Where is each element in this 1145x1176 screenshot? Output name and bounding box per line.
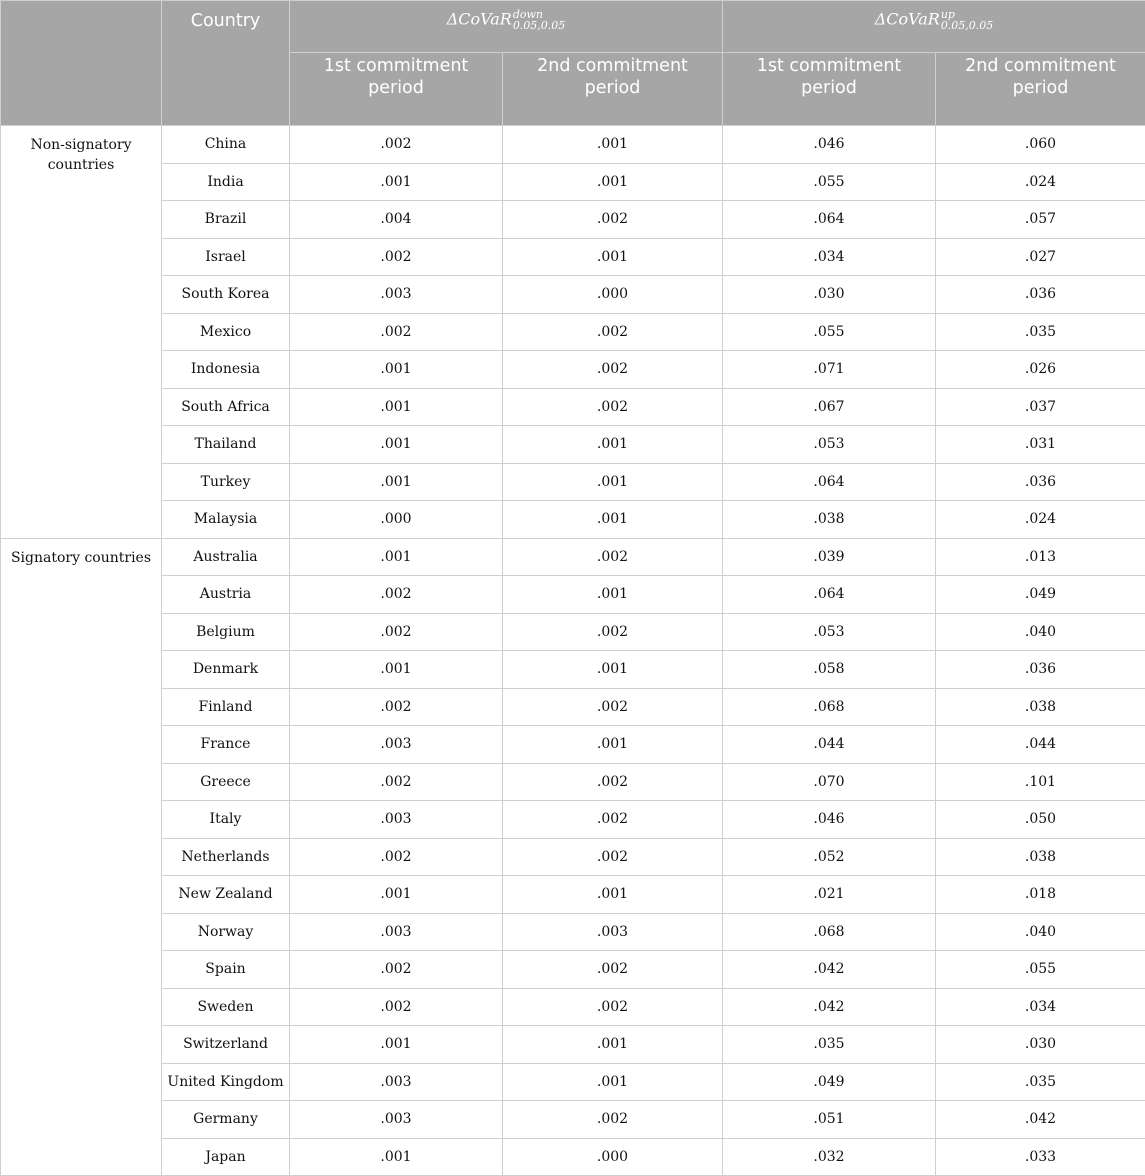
up-period-2-value: .027 xyxy=(936,238,1145,276)
down-period-1-value: .002 xyxy=(290,238,503,276)
down-period-1-value: .002 xyxy=(290,951,503,989)
down-period-2-value: .000 xyxy=(503,1138,723,1176)
table-row xyxy=(1,1026,1145,1064)
down-period-2-value: .001 xyxy=(503,576,723,614)
table-row xyxy=(1,951,1145,989)
up-period-1-value: .051 xyxy=(723,1101,936,1139)
table-row xyxy=(1,801,1145,839)
down-period-1-value: .002 xyxy=(290,763,503,801)
header-down-sub: 0.05,0.05 xyxy=(513,20,565,31)
down-period-1-value: .002 xyxy=(290,688,503,726)
up-period-2-value: .035 xyxy=(936,313,1145,351)
down-period-2-value: .002 xyxy=(503,538,723,576)
up-period-1-value: .053 xyxy=(723,426,936,464)
up-period-1-value: .055 xyxy=(723,163,936,201)
up-period-1-value: .046 xyxy=(723,126,936,164)
header-up-base: ΔCoVaR xyxy=(875,10,940,29)
table-header xyxy=(1,1,1145,126)
up-period-2-value: .060 xyxy=(936,126,1145,164)
up-period-1-value: .034 xyxy=(723,238,936,276)
down-period-2-value: .001 xyxy=(503,876,723,914)
up-period-2-value: .035 xyxy=(936,1063,1145,1101)
down-period-2-value: .002 xyxy=(503,801,723,839)
header-up-sub: 0.05,0.05 xyxy=(941,20,993,31)
table-row xyxy=(1,688,1145,726)
table-row xyxy=(1,201,1145,239)
down-period-2-value: .001 xyxy=(503,1063,723,1101)
up-period-1-value: .044 xyxy=(723,726,936,764)
table-row xyxy=(1,238,1145,276)
up-period-1-value: .068 xyxy=(723,913,936,951)
table-row xyxy=(1,126,1145,164)
up-period-2-value: .024 xyxy=(936,163,1145,201)
table-row xyxy=(1,501,1145,539)
down-period-1-value: .002 xyxy=(290,313,503,351)
up-period-2-value: .042 xyxy=(936,1101,1145,1139)
down-period-2-value: .001 xyxy=(503,238,723,276)
up-period-2-value: .030 xyxy=(936,1026,1145,1064)
down-period-1-value: .003 xyxy=(290,1101,503,1139)
down-period-1-value: .003 xyxy=(290,913,503,951)
down-period-1-value: .003 xyxy=(290,1063,503,1101)
up-period-1-value: .049 xyxy=(723,1063,936,1101)
down-period-1-value: .003 xyxy=(290,726,503,764)
country-cell: Spain xyxy=(162,951,290,989)
up-period-2-value: .031 xyxy=(936,426,1145,464)
up-period-1-value: .039 xyxy=(723,538,936,576)
country-cell: Greece xyxy=(162,763,290,801)
down-period-2-value: .000 xyxy=(503,276,723,314)
table-row xyxy=(1,351,1145,389)
header-group-blank xyxy=(1,1,162,126)
up-period-2-value: .038 xyxy=(936,838,1145,876)
up-period-2-value: .050 xyxy=(936,801,1145,839)
country-cell: Denmark xyxy=(162,651,290,689)
country-cell: India xyxy=(162,163,290,201)
down-period-2-value: .002 xyxy=(503,763,723,801)
table-body xyxy=(1,126,1145,1176)
down-period-1-value: .001 xyxy=(290,538,503,576)
down-period-2-value: .002 xyxy=(503,838,723,876)
down-period-1-value: .002 xyxy=(290,576,503,614)
up-period-2-value: .040 xyxy=(936,913,1145,951)
down-period-2-value: .002 xyxy=(503,313,723,351)
up-period-1-value: .068 xyxy=(723,688,936,726)
down-period-2-value: .001 xyxy=(503,501,723,539)
down-period-1-value: .002 xyxy=(290,988,503,1026)
up-period-2-value: .036 xyxy=(936,651,1145,689)
group-label: Non-signatory countries xyxy=(1,126,162,539)
down-period-1-value: .001 xyxy=(290,163,503,201)
down-period-1-value: .001 xyxy=(290,1026,503,1064)
down-period-1-value: .004 xyxy=(290,201,503,239)
up-period-1-value: .055 xyxy=(723,313,936,351)
up-period-1-value: .030 xyxy=(723,276,936,314)
country-cell: Norway xyxy=(162,913,290,951)
table-row xyxy=(1,913,1145,951)
up-period-1-value: .064 xyxy=(723,463,936,501)
table-row xyxy=(1,163,1145,201)
country-cell: Finland xyxy=(162,688,290,726)
country-cell: Austria xyxy=(162,576,290,614)
country-cell: South Korea xyxy=(162,276,290,314)
down-period-1-value: .002 xyxy=(290,838,503,876)
table-row xyxy=(1,1138,1145,1176)
up-period-2-value: .057 xyxy=(936,201,1145,239)
table-row xyxy=(1,651,1145,689)
country-cell: United Kingdom xyxy=(162,1063,290,1101)
down-period-1-value: .002 xyxy=(290,613,503,651)
up-period-2-value: .033 xyxy=(936,1138,1145,1176)
country-cell: Turkey xyxy=(162,463,290,501)
country-cell: Malaysia xyxy=(162,501,290,539)
country-cell: Italy xyxy=(162,801,290,839)
up-period-2-value: .018 xyxy=(936,876,1145,914)
down-period-1-value: .003 xyxy=(290,801,503,839)
down-period-2-value: .001 xyxy=(503,163,723,201)
header-delta-covar-down xyxy=(290,1,723,53)
up-period-1-value: .070 xyxy=(723,763,936,801)
up-period-2-value: .044 xyxy=(936,726,1145,764)
up-period-1-value: .032 xyxy=(723,1138,936,1176)
down-period-2-value: .002 xyxy=(503,951,723,989)
country-cell: China xyxy=(162,126,290,164)
up-period-1-value: .064 xyxy=(723,201,936,239)
down-period-2-value: .002 xyxy=(503,388,723,426)
down-period-1-value: .001 xyxy=(290,463,503,501)
header-up-period-2: 2nd commitment period xyxy=(936,53,1145,126)
header-up-period-1: 1st commitment period xyxy=(723,53,936,126)
up-period-2-value: .055 xyxy=(936,951,1145,989)
up-period-2-value: .013 xyxy=(936,538,1145,576)
table-row xyxy=(1,988,1145,1026)
up-period-2-value: .101 xyxy=(936,763,1145,801)
down-period-2-value: .001 xyxy=(503,1026,723,1064)
down-period-1-value: .001 xyxy=(290,1138,503,1176)
header-down-base: ΔCoVaR xyxy=(447,10,512,29)
down-period-2-value: .001 xyxy=(503,651,723,689)
down-period-1-value: .001 xyxy=(290,388,503,426)
up-period-1-value: .038 xyxy=(723,501,936,539)
down-period-1-value: .000 xyxy=(290,501,503,539)
table-row xyxy=(1,313,1145,351)
header-down-period-1: 1st commitment period xyxy=(290,53,503,126)
country-cell: Sweden xyxy=(162,988,290,1026)
country-cell: Australia xyxy=(162,538,290,576)
table-row xyxy=(1,763,1145,801)
up-period-2-value: .040 xyxy=(936,613,1145,651)
down-period-1-value: .001 xyxy=(290,651,503,689)
down-period-2-value: .001 xyxy=(503,463,723,501)
down-period-2-value: .003 xyxy=(503,913,723,951)
up-period-1-value: .067 xyxy=(723,388,936,426)
up-period-1-value: .046 xyxy=(723,801,936,839)
up-period-1-value: .035 xyxy=(723,1026,936,1064)
up-period-1-value: .053 xyxy=(723,613,936,651)
table-row xyxy=(1,838,1145,876)
table-row xyxy=(1,876,1145,914)
country-cell: Japan xyxy=(162,1138,290,1176)
country-cell: Indonesia xyxy=(162,351,290,389)
table-row xyxy=(1,726,1145,764)
up-period-1-value: .042 xyxy=(723,988,936,1026)
down-period-2-value: .002 xyxy=(503,613,723,651)
down-period-2-value: .001 xyxy=(503,426,723,464)
country-cell: France xyxy=(162,726,290,764)
country-cell: Netherlands xyxy=(162,838,290,876)
table-row xyxy=(1,613,1145,651)
up-period-2-value: .026 xyxy=(936,351,1145,389)
down-period-1-value: .003 xyxy=(290,276,503,314)
up-period-2-value: .037 xyxy=(936,388,1145,426)
up-period-2-value: .034 xyxy=(936,988,1145,1026)
group-label: Signatory countries xyxy=(1,538,162,1176)
header-down-sup: down xyxy=(513,9,565,20)
country-cell: Belgium xyxy=(162,613,290,651)
country-cell: Thailand xyxy=(162,426,290,464)
header-country: Country xyxy=(162,1,290,126)
header-down-period-2: 2nd commitment period xyxy=(503,53,723,126)
down-period-2-value: .002 xyxy=(503,351,723,389)
down-period-1-value: .002 xyxy=(290,126,503,164)
table-row xyxy=(1,1101,1145,1139)
down-period-2-value: .002 xyxy=(503,1101,723,1139)
up-period-1-value: .064 xyxy=(723,576,936,614)
up-period-1-value: .021 xyxy=(723,876,936,914)
country-cell: South Africa xyxy=(162,388,290,426)
up-period-2-value: .049 xyxy=(936,576,1145,614)
down-period-1-value: .001 xyxy=(290,876,503,914)
table-row xyxy=(1,463,1145,501)
table-row xyxy=(1,576,1145,614)
down-period-2-value: .002 xyxy=(503,201,723,239)
country-cell: Germany xyxy=(162,1101,290,1139)
up-period-2-value: .024 xyxy=(936,501,1145,539)
down-period-2-value: .001 xyxy=(503,126,723,164)
down-period-2-value: .002 xyxy=(503,988,723,1026)
up-period-1-value: .052 xyxy=(723,838,936,876)
country-cell: Switzerland xyxy=(162,1026,290,1064)
table-row xyxy=(1,276,1145,314)
header-delta-covar-up xyxy=(723,1,1145,53)
up-period-2-value: .036 xyxy=(936,463,1145,501)
table-row xyxy=(1,538,1145,576)
country-cell: Israel xyxy=(162,238,290,276)
table-row xyxy=(1,426,1145,464)
up-period-2-value: .038 xyxy=(936,688,1145,726)
table-row xyxy=(1,1063,1145,1101)
up-period-1-value: .071 xyxy=(723,351,936,389)
up-period-1-value: .042 xyxy=(723,951,936,989)
down-period-2-value: .002 xyxy=(503,688,723,726)
up-period-2-value: .036 xyxy=(936,276,1145,314)
header-up-sup: up xyxy=(941,9,993,20)
down-period-2-value: .001 xyxy=(503,726,723,764)
down-period-1-value: .001 xyxy=(290,426,503,464)
country-cell: New Zealand xyxy=(162,876,290,914)
country-cell: Brazil xyxy=(162,201,290,239)
down-period-1-value: .001 xyxy=(290,351,503,389)
country-cell: Mexico xyxy=(162,313,290,351)
table-row xyxy=(1,388,1145,426)
up-period-1-value: .058 xyxy=(723,651,936,689)
